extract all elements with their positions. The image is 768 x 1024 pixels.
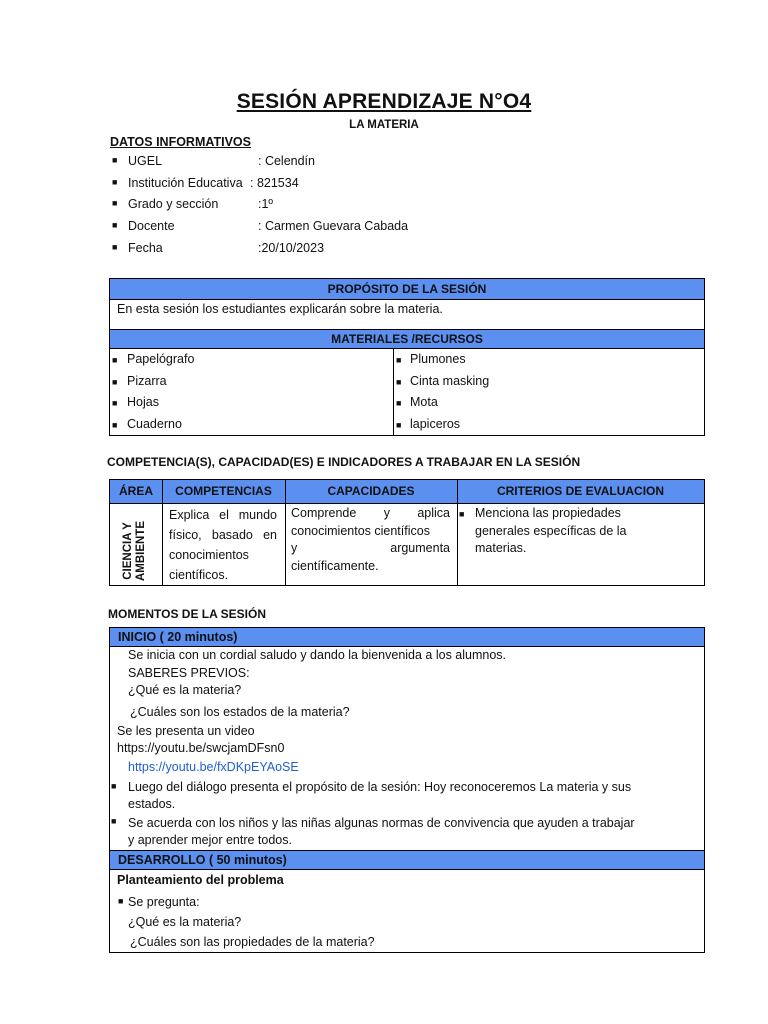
competencias-table bbox=[109, 479, 705, 586]
material-label: Pizarra bbox=[127, 373, 167, 388]
material-label: Papelógrafo bbox=[127, 352, 195, 366]
material-label: Mota bbox=[410, 395, 438, 410]
bullet-icon: ■ bbox=[112, 176, 118, 187]
bullet-icon: ■ bbox=[118, 896, 124, 906]
list-item bbox=[396, 414, 696, 436]
inicio-line: ¿Cuáles son los estados de la materia? bbox=[130, 705, 350, 719]
area-line: AMBIENTE bbox=[135, 520, 147, 582]
proposito-materiales-table bbox=[109, 278, 705, 436]
inicio-line: SABERES PREVIOS: bbox=[128, 666, 250, 680]
bullet-icon: ■ bbox=[112, 241, 118, 252]
column-divider bbox=[285, 480, 286, 585]
desarrollo-header: DESARROLLO ( 50 minutos) bbox=[110, 850, 704, 870]
datos-label: Fecha bbox=[128, 240, 163, 255]
proposito-text: En esta sesión los estudiantes explicarán sobre la materia. bbox=[117, 302, 443, 316]
inicio-bullet-line: Luego del diálogo presenta el propósito de la sesión: Hoy reconoceremos La materia y sus bbox=[128, 780, 632, 794]
cell-line: conocimientos bbox=[169, 548, 249, 562]
list-item bbox=[112, 392, 392, 414]
material-label: Hojas bbox=[127, 395, 159, 410]
competencia-cell bbox=[169, 505, 277, 585]
datos-label: Docente bbox=[128, 219, 175, 234]
inicio-line: Se inicia con un cordial saludo y dando la bienvenida a los alumnos. bbox=[128, 648, 507, 662]
desarrollo-line: Se pregunta: bbox=[128, 895, 200, 909]
cell-line: científicos. bbox=[169, 568, 229, 582]
cell-line: materias. bbox=[475, 541, 527, 555]
proposito-header: PROPÓSITO DE LA SESIÓN bbox=[110, 279, 704, 300]
column-header-criterios: CRITERIOS DE EVALUACION bbox=[496, 484, 665, 498]
desarrollo-subheading: Planteamiento del problema bbox=[117, 873, 284, 887]
cell-line: y argumenta bbox=[291, 541, 450, 555]
list-item bbox=[396, 392, 696, 414]
cell-line: Explica el mundo bbox=[169, 508, 277, 522]
inicio-bullet-line: Se acuerda con los niños y las niñas algunas normas de convivencia que ayuden a trabajar bbox=[128, 816, 635, 830]
bullet-icon: ■ bbox=[459, 509, 465, 519]
page-subtitle: LA MATERIA bbox=[349, 119, 419, 131]
bullet-icon: ■ bbox=[112, 198, 118, 209]
datos-value: : Celendín bbox=[258, 154, 315, 168]
list-item bbox=[112, 371, 392, 393]
material-label: Plumones bbox=[410, 352, 466, 366]
datos-value: :1º bbox=[258, 197, 273, 212]
criterio-text bbox=[475, 505, 699, 558]
datos-value: : Carmen Guevara Cabada bbox=[258, 219, 409, 234]
materiales-header: MATERIALES /RECURSOS bbox=[110, 329, 704, 349]
materiales-left-list bbox=[112, 349, 392, 436]
datos-label: Institución Educativa bbox=[128, 175, 243, 190]
bullet-icon: ■ bbox=[111, 816, 117, 826]
video-link[interactable]: https://youtu.be/fxDKpEYAoSE bbox=[128, 760, 299, 774]
bullet-icon: ■ bbox=[112, 355, 118, 365]
materiales-right-list bbox=[396, 349, 696, 436]
column-divider bbox=[162, 480, 163, 585]
bullet-icon: ■ bbox=[396, 420, 402, 431]
capacidad-cell bbox=[291, 505, 450, 575]
bullet-icon: ■ bbox=[396, 355, 402, 365]
inicio-line: Se les presenta un video bbox=[117, 724, 255, 738]
datos-row-docente bbox=[112, 218, 532, 240]
bullet-icon: ■ bbox=[396, 398, 402, 409]
datos-row-ugel bbox=[112, 153, 532, 175]
bullet-icon: ■ bbox=[112, 155, 118, 165]
column-divider bbox=[457, 480, 458, 585]
column-header-area: ÁREA bbox=[118, 484, 153, 498]
list-item bbox=[112, 414, 392, 436]
datos-list bbox=[112, 153, 532, 261]
video-url-1: https://youtu.be/swcjamDFsn0 bbox=[117, 741, 285, 755]
bullet-icon: ■ bbox=[396, 376, 402, 387]
bullet-icon: ■ bbox=[112, 420, 118, 431]
momentos-heading: MOMENTOS DE LA SESIÓN bbox=[108, 607, 267, 621]
list-item bbox=[396, 371, 696, 393]
competencias-heading: COMPETENCIA(S), CAPACIDAD(ES) E INDICADORES A TRABAJAR EN LA SESIÓN bbox=[107, 455, 581, 469]
area-cell bbox=[110, 504, 162, 585]
cell-line: generales específicas de la bbox=[475, 523, 627, 538]
inicio-line: ¿Qué es la materia? bbox=[128, 683, 242, 697]
area-line: CIENCIA Y bbox=[122, 522, 134, 580]
column-header-capacidades: CAPACIDADES bbox=[327, 484, 415, 498]
datos-row-fecha bbox=[112, 240, 532, 262]
datos-label: UGEL bbox=[128, 154, 163, 168]
desarrollo-line: ¿Qué es la materia? bbox=[128, 915, 242, 929]
cell-line: científicamente. bbox=[291, 558, 379, 573]
datos-value: :20/10/2023 bbox=[258, 240, 325, 255]
datos-heading: DATOS INFORMATIVOS bbox=[110, 135, 251, 149]
datos-label: Grado y sección bbox=[128, 197, 219, 212]
cell-line: Comprende y aplica bbox=[291, 506, 450, 520]
cell-line: Menciona las propiedades bbox=[475, 506, 621, 520]
datos-row-grado bbox=[112, 196, 532, 218]
inicio-header: INICIO ( 20 minutos) bbox=[110, 628, 704, 647]
momentos-table bbox=[109, 627, 705, 953]
desarrollo-line: ¿Cuáles son las propiedades de la materia? bbox=[130, 935, 375, 949]
list-item bbox=[396, 349, 696, 371]
list-item bbox=[112, 349, 392, 371]
datos-row-institucion bbox=[112, 175, 532, 197]
cell-line: conocimientos científicos bbox=[291, 523, 430, 538]
bullet-icon: ■ bbox=[112, 376, 118, 387]
material-label: Cuaderno bbox=[127, 417, 182, 432]
area-label bbox=[122, 511, 150, 591]
material-label: Cinta masking bbox=[410, 373, 490, 388]
material-label: lapiceros bbox=[410, 417, 461, 432]
column-header-competencias: COMPETENCIAS bbox=[175, 484, 272, 498]
page-title: SESIÓN APRENDIZAJE N°O4 bbox=[236, 90, 532, 113]
cell-line: físico, basado en bbox=[169, 528, 277, 542]
bullet-icon: ■ bbox=[112, 398, 118, 409]
bullet-icon: ■ bbox=[111, 781, 117, 791]
inicio-bullet-line: estados. bbox=[128, 797, 176, 811]
datos-value: : 821534 bbox=[250, 175, 299, 190]
inicio-bullet-line: y aprender mejor entre todos. bbox=[128, 833, 292, 847]
bullet-icon: ■ bbox=[112, 220, 118, 231]
column-divider bbox=[393, 349, 394, 436]
